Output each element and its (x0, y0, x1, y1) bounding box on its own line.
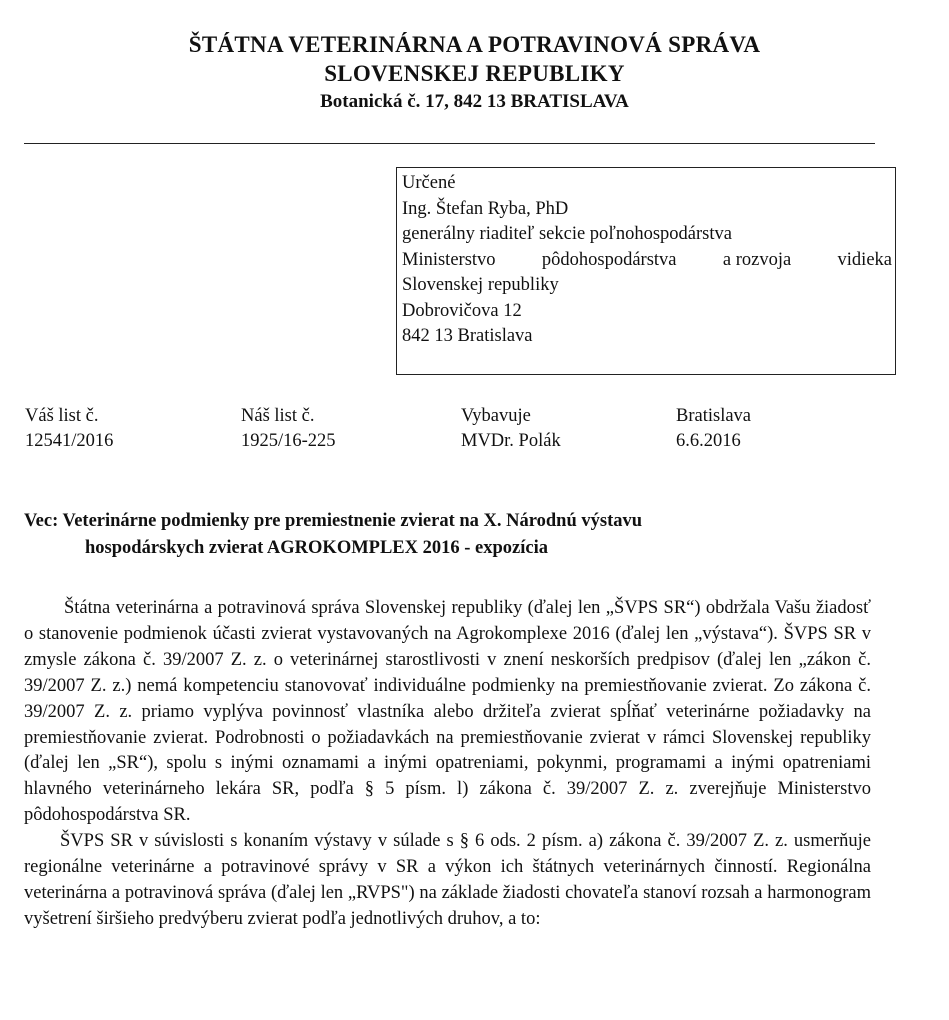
our-letter-value: 1925/16-225 (241, 431, 336, 451)
letter-date: 6.6.2016 (676, 431, 741, 451)
recipient-organization-word: a rozvoja (722, 249, 792, 270)
handled-by (461, 404, 561, 454)
recipient-organization-word: Ministerstvo (402, 249, 496, 270)
header-authority-name: ŠTÁTNA VETERINÁRNA A POTRAVINOVÁ SPRÁVA (188, 32, 761, 57)
letter-body (24, 596, 871, 933)
our-letter-ref (241, 404, 336, 454)
recipient-label: Určené (402, 173, 456, 193)
header-divider (24, 143, 875, 144)
letter-place: Bratislava (676, 406, 752, 426)
place-date (676, 404, 751, 454)
header-country: SLOVENSKEJ REPUBLIKY (324, 61, 625, 86)
subject-line (24, 508, 642, 562)
recipient-address-box (396, 167, 896, 375)
recipient-city: 842 13 Bratislava (402, 326, 533, 346)
handled-by-value: MVDr. Polák (461, 431, 561, 451)
your-letter-value: 12541/2016 (25, 431, 114, 451)
subject-line-2: hospodárskych zvierat AGROKOMPLEX 2016 - expozícia (85, 538, 548, 558)
recipient-organization (402, 248, 892, 274)
recipient-position: generálny riaditeľ sekcie poľnohospodárstva (402, 224, 732, 244)
recipient-organization-word: pôdohospodárstva (541, 249, 677, 270)
body-paragraph: ŠVPS SR v súvislosti s konaním výstavy v súlade s § 6 ods. 2 písm. a) zákona č. 39/2007 Z. z. usmerňuje regionálne veterinárne a potravinové správy v SR a výkon ich štátnych veterinárnych činností. Regionálna veterinárna a potravinová správa (ďalej len „RVPS") na základe žiadosti chovateľa stanoví rozsah a harmonogram vyšetrení širšieho predvýberu zvierat podľa jednotlivých druhov, a to: (24, 831, 871, 929)
your-letter-label: Váš list č. (25, 406, 99, 426)
recipient-street: Dobrovičova 12 (402, 300, 522, 321)
handled-by-label: Vybavuje (461, 406, 531, 426)
recipient-name: Ing. Štefan Ryba, PhD (402, 198, 569, 219)
subject-line-1: Vec: Veterinárne podmienky pre premiestnenie zvierat na X. Národnú výstavu (24, 511, 643, 531)
our-letter-label: Náš list č. (241, 406, 315, 426)
your-letter-ref (25, 404, 113, 454)
body-paragraph: Štátna veterinárna a potravinová správa Slovenskej republiky (ďalej len „ŠVPS SR“) obdržala Vašu žiadosť o stanovenie podmienok účasti zvierat vystavovaných na Agrokomplexe 2016 (ďalej len „výstava“). ŠVPS SR v zmysle zákona č. 39/2007 Z. z. o veterinárnej starostlivosti v znení neskorších predpisov (ďalej len „zákon č. 39/2007 Z. z.) nemá kompetenciu stanovovať individuálne podmienky na premiestňovanie zvierat. Zo zákona č. 39/2007 Z. z. priamo vyplýva povinnosť vlastníka alebo držiteľa zvierat spĺňať veterinárne požiadavky na premiestňovanie zvierat. Podrobnosti o požiadavkách na premiestňovanie zvierat v rámci Slovenskej republiky (ďalej len „SR“), spolu s inými oznamami a inými opatreniami, pokynmi, programami a inými opatreniami hlavného veterinárneho lekára SR, podľa § 5 písm. l) zákona č. 39/2007 Z. z. zverejňuje Ministerstvo pôdohospodárstva SR. (24, 598, 871, 826)
recipient-organization-line2: Slovenskej republiky (402, 275, 559, 295)
header-address: Botanická č. 17, 842 13 BRATISLAVA (320, 91, 629, 112)
recipient-organization-word: vidieka (837, 249, 892, 270)
